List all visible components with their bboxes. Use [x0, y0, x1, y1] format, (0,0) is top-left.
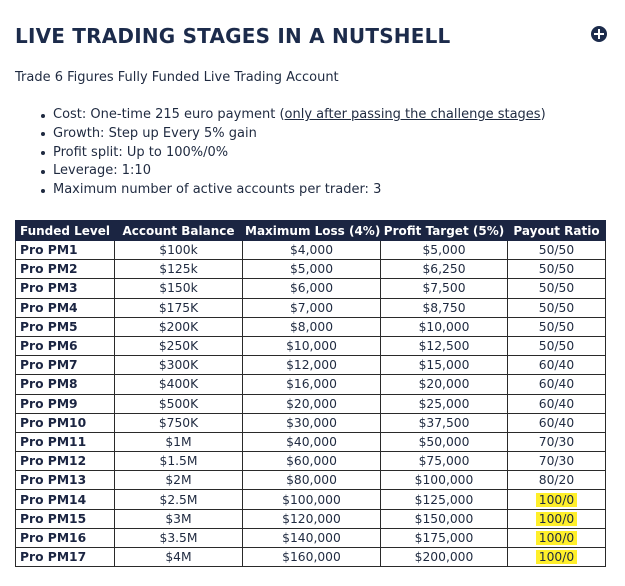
profit-target-cell: $150,000 — [381, 509, 508, 528]
funded-level-cell: Pro PM11 — [16, 432, 115, 451]
account-balance-cell: $175K — [115, 298, 243, 317]
table-row — [16, 394, 606, 413]
feature-list — [40, 106, 546, 200]
payout-ratio-cell: 50/50 — [508, 317, 606, 336]
payout-ratio-cell: 50/50 — [508, 241, 606, 260]
payout-ratio-highlight: 100/0 — [536, 512, 577, 526]
profit-target-cell: $12,500 — [381, 336, 508, 355]
funded-level-cell: Pro PM14 — [16, 490, 115, 509]
profit-target-cell: $7,500 — [381, 279, 508, 298]
trading-stages-table — [15, 220, 606, 567]
payout-ratio-cell: 60/40 — [508, 413, 606, 432]
list-item-max-accounts: Maximum number of active accounts per trader: 3 — [40, 181, 546, 200]
table-row — [16, 356, 606, 375]
profit-target-cell: $100,000 — [381, 471, 508, 490]
account-balance-cell: $200K — [115, 317, 243, 336]
account-balance-cell: $3M — [115, 509, 243, 528]
table-row — [16, 260, 606, 279]
intro-subtitle: Trade 6 Figures Fully Funded Live Trading Account — [15, 70, 339, 85]
cost-prefix: Cost: One-time 215 euro payment ( — [53, 107, 285, 122]
account-balance-cell: $750K — [115, 413, 243, 432]
table-row — [16, 490, 606, 509]
table-row — [16, 471, 606, 490]
profit-target-cell: $125,000 — [381, 490, 508, 509]
page-title: LIVE TRADING STAGES IN A NUTSHELL — [15, 24, 451, 48]
challenge-stages-link[interactable]: only after passing the challenge stages — [284, 107, 541, 122]
profit-target-cell: $37,500 — [381, 413, 508, 432]
maximum-loss-cell: $12,000 — [243, 356, 381, 375]
payout-ratio-cell: 50/50 — [508, 279, 606, 298]
account-balance-cell: $3.5M — [115, 528, 243, 547]
maximum-loss-cell: $40,000 — [243, 432, 381, 451]
profit-target-cell: $50,000 — [381, 432, 508, 451]
funded-level-cell: Pro PM13 — [16, 471, 115, 490]
profit-target-cell: $25,000 — [381, 394, 508, 413]
maximum-loss-cell: $100,000 — [243, 490, 381, 509]
funded-level-cell: Pro PM3 — [16, 279, 115, 298]
account-balance-cell: $2M — [115, 471, 243, 490]
maximum-loss-cell: $30,000 — [243, 413, 381, 432]
funded-level-cell: Pro PM6 — [16, 336, 115, 355]
funded-level-cell: Pro PM2 — [16, 260, 115, 279]
maximum-loss-cell: $8,000 — [243, 317, 381, 336]
funded-level-cell: Pro PM16 — [16, 528, 115, 547]
table-row — [16, 241, 606, 260]
payout-ratio-highlight: 100/0 — [536, 550, 577, 564]
payout-ratio-cell — [508, 490, 606, 509]
account-balance-cell: $500K — [115, 394, 243, 413]
maximum-loss-cell: $160,000 — [243, 548, 381, 567]
table-row — [16, 452, 606, 471]
account-balance-cell: $4M — [115, 548, 243, 567]
payout-ratio-cell: 70/30 — [508, 432, 606, 451]
maximum-loss-cell: $140,000 — [243, 528, 381, 547]
profit-target-cell: $10,000 — [381, 317, 508, 336]
payout-ratio-cell: 60/40 — [508, 394, 606, 413]
funded-level-cell: Pro PM5 — [16, 317, 115, 336]
funded-level-cell: Pro PM4 — [16, 298, 115, 317]
payout-ratio-cell: 50/50 — [508, 336, 606, 355]
maximum-loss-cell: $60,000 — [243, 452, 381, 471]
payout-ratio-cell: 70/30 — [508, 452, 606, 471]
funded-level-cell: Pro PM12 — [16, 452, 115, 471]
plus-circle-icon[interactable] — [591, 26, 607, 42]
funded-level-cell: Pro PM1 — [16, 241, 115, 260]
funded-level-cell: Pro PM10 — [16, 413, 115, 432]
table-row — [16, 528, 606, 547]
column-header: Account Balance — [115, 221, 243, 241]
funded-level-cell: Pro PM8 — [16, 375, 115, 394]
maximum-loss-cell: $120,000 — [243, 509, 381, 528]
funded-level-cell: Pro PM9 — [16, 394, 115, 413]
profit-target-cell: $175,000 — [381, 528, 508, 547]
table-row — [16, 279, 606, 298]
profit-target-cell: $75,000 — [381, 452, 508, 471]
table-row — [16, 336, 606, 355]
account-balance-cell: $2.5M — [115, 490, 243, 509]
column-header: Profit Target (5%) — [381, 221, 508, 241]
maximum-loss-cell: $20,000 — [243, 394, 381, 413]
profit-target-cell: $20,000 — [381, 375, 508, 394]
payout-ratio-cell — [508, 548, 606, 567]
profit-target-cell: $6,250 — [381, 260, 508, 279]
payout-ratio-highlight: 100/0 — [536, 531, 577, 545]
table-row — [16, 375, 606, 394]
funded-level-cell: Pro PM15 — [16, 509, 115, 528]
table-row — [16, 317, 606, 336]
profit-target-cell: $5,000 — [381, 241, 508, 260]
payout-ratio-cell: 50/50 — [508, 260, 606, 279]
table-row — [16, 432, 606, 451]
table-row — [16, 298, 606, 317]
column-header: Maximum Loss (4%) — [243, 221, 381, 241]
column-header: Funded Level — [16, 221, 115, 241]
list-item-growth: Growth: Step up Every 5% gain — [40, 125, 546, 144]
maximum-loss-cell: $6,000 — [243, 279, 381, 298]
account-balance-cell: $1.5M — [115, 452, 243, 471]
payout-ratio-cell: 60/40 — [508, 375, 606, 394]
table-header-row — [16, 221, 606, 241]
funded-level-cell: Pro PM7 — [16, 356, 115, 375]
account-balance-cell: $1M — [115, 432, 243, 451]
maximum-loss-cell: $5,000 — [243, 260, 381, 279]
payout-ratio-highlight: 100/0 — [536, 493, 577, 507]
payout-ratio-cell: 50/50 — [508, 298, 606, 317]
profit-target-cell: $15,000 — [381, 356, 508, 375]
cost-suffix: ) — [540, 107, 546, 122]
account-balance-cell: $100k — [115, 241, 243, 260]
profit-target-cell: $200,000 — [381, 548, 508, 567]
table-body — [16, 241, 606, 567]
payout-ratio-cell — [508, 528, 606, 547]
funded-level-cell: Pro PM17 — [16, 548, 115, 567]
payout-ratio-cell: 80/20 — [508, 471, 606, 490]
account-balance-cell: $300K — [115, 356, 243, 375]
list-item-leverage: Leverage: 1:10 — [40, 162, 546, 181]
profit-target-cell: $8,750 — [381, 298, 508, 317]
list-item-cost — [40, 106, 546, 125]
maximum-loss-cell: $16,000 — [243, 375, 381, 394]
payout-ratio-cell — [508, 509, 606, 528]
account-balance-cell: $150k — [115, 279, 243, 298]
maximum-loss-cell: $80,000 — [243, 471, 381, 490]
maximum-loss-cell: $7,000 — [243, 298, 381, 317]
table-row — [16, 548, 606, 567]
account-balance-cell: $250K — [115, 336, 243, 355]
account-balance-cell: $125k — [115, 260, 243, 279]
maximum-loss-cell: $10,000 — [243, 336, 381, 355]
table-row — [16, 413, 606, 432]
table-row — [16, 509, 606, 528]
maximum-loss-cell: $4,000 — [243, 241, 381, 260]
account-balance-cell: $400K — [115, 375, 243, 394]
payout-ratio-cell: 60/40 — [508, 356, 606, 375]
column-header: Payout Ratio — [508, 221, 606, 241]
list-item-profit-split: Profit split: Up to 100%/0% — [40, 144, 546, 163]
